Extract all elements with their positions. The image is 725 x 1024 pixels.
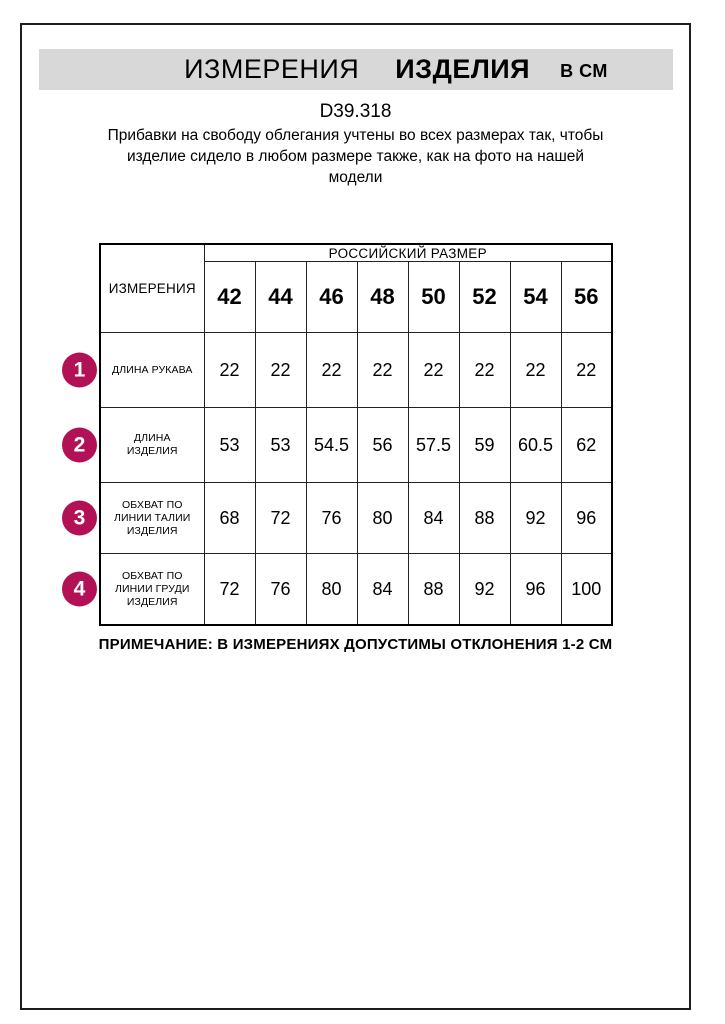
value-cell: 72 <box>255 483 306 554</box>
size-column-header: 46 <box>306 262 357 333</box>
value-cell: 100 <box>561 554 612 626</box>
row-label-line: ОБХВАТ ПО <box>121 569 183 582</box>
row-label-cell <box>73 483 204 554</box>
row-number-badge: 4 <box>62 572 97 607</box>
table-row-sleeve-length <box>100 333 612 408</box>
row-number-badge: 1 <box>62 353 97 388</box>
value-cell: 80 <box>357 483 408 554</box>
title-product-word: ИЗДЕЛИЯ <box>395 54 531 84</box>
fit-description <box>22 125 689 188</box>
value-cell: 92 <box>510 483 561 554</box>
title-bar <box>39 49 673 90</box>
title-units: В СМ <box>560 61 608 81</box>
value-cell: 22 <box>561 333 612 408</box>
table-header-row-group <box>100 244 612 262</box>
row-number-badge: 3 <box>62 501 97 536</box>
table-row-garment-length <box>100 408 612 483</box>
product-code: D39.318 <box>319 101 392 122</box>
value-cell: 62 <box>561 408 612 483</box>
description-line: Прибавки на свободу облегания учтены во всех размерах так, чтобы <box>107 127 604 144</box>
size-column-header: 50 <box>408 262 459 333</box>
value-cell: 88 <box>459 483 510 554</box>
value-cell: 76 <box>255 554 306 626</box>
measurements-corner-header: ИЗМЕРЕНИЯ <box>100 244 204 333</box>
row-label-cell <box>73 408 204 483</box>
value-cell: 22 <box>510 333 561 408</box>
value-cell: 60.5 <box>510 408 561 483</box>
value-cell: 54.5 <box>306 408 357 483</box>
row-label-line: ОБХВАТ ПО <box>121 498 183 511</box>
value-cell: 80 <box>306 554 357 626</box>
value-cell: 57.5 <box>408 408 459 483</box>
size-column-header: 56 <box>561 262 612 333</box>
value-cell: 22 <box>408 333 459 408</box>
value-cell: 56 <box>357 408 408 483</box>
document-sheet <box>20 23 691 1010</box>
value-cell: 22 <box>255 333 306 408</box>
tolerance-note: ПРИМЕЧАНИЕ: В ИЗМЕРЕНИЯХ ДОПУСТИМЫ ОТКЛОНЕНИЯ 1-2 СМ <box>98 636 613 653</box>
row-number-badge: 2 <box>62 428 97 463</box>
value-cell: 22 <box>306 333 357 408</box>
row-label-line: ДЛИНА РУКАВА <box>112 363 193 376</box>
row-label-line: ЛИНИИ ГРУДИ <box>115 582 190 595</box>
size-column-header: 48 <box>357 262 408 333</box>
row-label-line: ИЗДЕЛИЯ <box>126 595 178 608</box>
value-cell: 53 <box>204 408 255 483</box>
table-row-chest-girth <box>100 554 612 626</box>
value-cell: 92 <box>459 554 510 626</box>
value-cell: 96 <box>510 554 561 626</box>
row-label-line: ДЛИНА <box>133 432 171 444</box>
value-cell: 22 <box>204 333 255 408</box>
value-cell: 84 <box>357 554 408 626</box>
row-label-cell <box>73 554 204 626</box>
value-cell: 88 <box>408 554 459 626</box>
value-cell: 53 <box>255 408 306 483</box>
size-column-header: 54 <box>510 262 561 333</box>
size-table <box>73 243 613 626</box>
size-column-header: 52 <box>459 262 510 333</box>
value-cell: 22 <box>459 333 510 408</box>
value-cell: 84 <box>408 483 459 554</box>
value-cell: 22 <box>357 333 408 408</box>
row-label-line: ЛИНИИ ТАЛИИ <box>114 511 191 524</box>
row-label-line: ИЗДЕЛИЯ <box>126 445 178 457</box>
size-column-header: 44 <box>255 262 306 333</box>
value-cell: 96 <box>561 483 612 554</box>
value-cell: 72 <box>204 554 255 626</box>
row-label-line: ИЗДЕЛИЯ <box>126 524 178 537</box>
russian-size-group-header: РОССИЙСКИЙ РАЗМЕР <box>204 244 612 262</box>
description-line: изделие сидело в любом размере также, как на фото на нашей <box>126 148 585 165</box>
description-line: модели <box>328 169 383 186</box>
value-cell: 68 <box>204 483 255 554</box>
value-cell: 59 <box>459 408 510 483</box>
size-column-header: 42 <box>204 262 255 333</box>
table-row-waist-girth <box>100 483 612 554</box>
title-measurements: ИЗМЕРЕНИЯ <box>184 54 360 84</box>
value-cell: 76 <box>306 483 357 554</box>
row-label-cell <box>73 333 204 408</box>
